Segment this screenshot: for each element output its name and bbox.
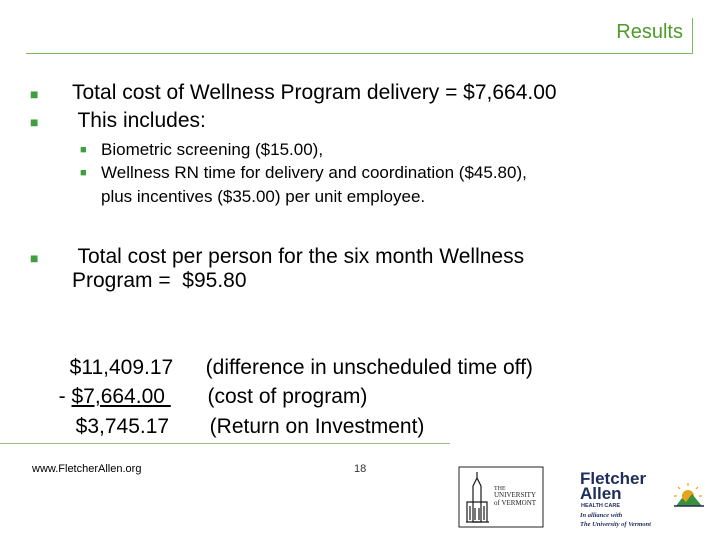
- roi-amount: $7,664.00: [71, 385, 171, 408]
- title-rule-vertical: [692, 18, 693, 54]
- roi-amount: $3,745.17: [75, 415, 170, 438]
- bullet-square-icon: ■: [30, 250, 39, 266]
- roi-amount: $11,409.17: [69, 356, 174, 379]
- bullet-square-icon: ■: [30, 86, 39, 102]
- roi-label: (difference in unscheduled time off): [205, 356, 533, 379]
- footer-rule: [0, 443, 450, 444]
- sub-bullet-square-icon: ■: [80, 167, 87, 179]
- bullet-cost-per-person: Total cost per person for the six month Wellness: [72, 245, 525, 268]
- fa-logo-name1: Fletcher: [580, 469, 647, 488]
- page-title: Results: [616, 21, 683, 43]
- page-number: 18: [354, 463, 367, 475]
- uvm-logo-line3: of VERMONT: [494, 499, 537, 507]
- sub-bullet-rn-time: Wellness RN time for delivery and coordination ($45.80),: [101, 163, 527, 182]
- fa-logo-tagline1: In alliance with: [580, 512, 623, 519]
- sub-bullet-rn-time-cont: plus incentives ($35.00) per unit employee.: [101, 187, 426, 206]
- university-of-vermont-logo: [458, 466, 544, 528]
- roi-line-return: [64, 385, 424, 441]
- bullet-total-cost: Total cost of Wellness Program delivery = $7,664.00: [72, 81, 557, 104]
- sub-bullet-square-icon: ■: [80, 144, 87, 156]
- sub-bullet-biometric: Biometric screening ($15.00),: [101, 140, 324, 159]
- fletcher-allen-logo: [574, 468, 708, 530]
- bullet-includes: This includes:: [72, 109, 206, 132]
- fa-logo-sub: HEALTH CARE: [581, 503, 621, 509]
- title-rule: [26, 53, 693, 54]
- roi-minus: -: [58, 385, 72, 408]
- bullet-cost-per-person-cont: Program = $95.80: [72, 269, 247, 292]
- footer-url-link[interactable]: www.FletcherAllen.org: [32, 463, 142, 475]
- fa-logo-name2: Allen: [580, 484, 622, 503]
- bullet-square-icon: ■: [30, 114, 39, 130]
- uvm-logo-line1: THE: [494, 486, 506, 492]
- roi-label: (cost of program): [207, 385, 368, 408]
- uvm-logo-line2: UNIVERSITY: [494, 491, 536, 499]
- roi-label: (Return on Investment): [209, 415, 425, 438]
- fa-logo-tagline2: The University of Vermont: [580, 521, 651, 528]
- sun-mountain-icon: [674, 483, 704, 506]
